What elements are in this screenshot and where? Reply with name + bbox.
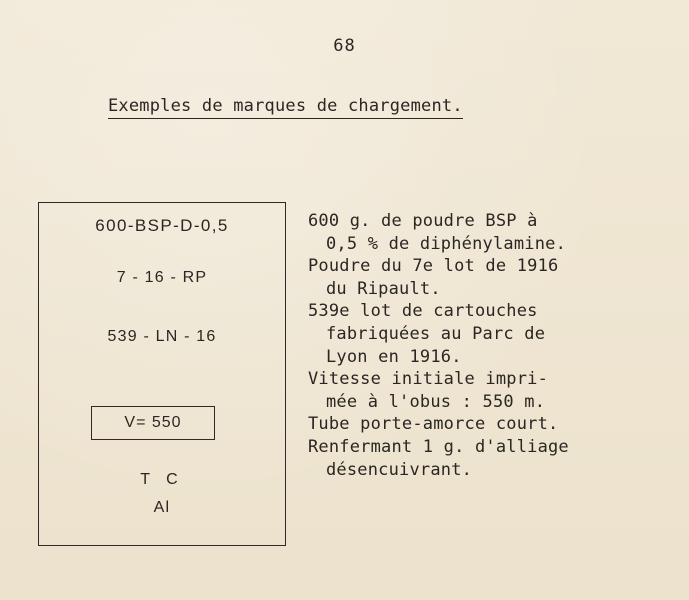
description-line: mée à l'obus : 550 m. bbox=[326, 391, 546, 412]
description-line: Vitesse initiale impri- bbox=[308, 369, 549, 390]
marking-tube: T C bbox=[140, 471, 184, 488]
description-line: 600 g. de poudre BSP à bbox=[308, 211, 538, 231]
marking-box bbox=[38, 202, 286, 546]
page-number: 68 bbox=[333, 36, 356, 56]
description-line: Tube porte-amorce court. bbox=[308, 414, 559, 435]
marking-velocity: V= 550 bbox=[91, 406, 215, 440]
description-line: désencuivrant. bbox=[326, 459, 473, 480]
marking-lot: 7 - 16 - RP bbox=[116, 269, 208, 286]
description-line: Poudre du 7e lot de 1916 bbox=[308, 256, 559, 277]
marking-powder: 600-BSP-D-0,5 bbox=[95, 216, 229, 235]
description-line: Lyon en 1916. bbox=[326, 346, 462, 367]
marking-cartridge-lot: 539 - LN - 16 bbox=[107, 328, 217, 345]
description-line: fabriquées au Parc de bbox=[326, 323, 546, 344]
marking-descriptions bbox=[308, 210, 684, 481]
description-line: Renfermant 1 g. d'alliage bbox=[308, 436, 569, 457]
description-line: 539e lot de cartouches bbox=[308, 301, 538, 322]
section-title: Exemples de marques de chargement. bbox=[108, 96, 463, 119]
description-line: du Ripault. bbox=[326, 278, 441, 299]
marking-alloy: Al bbox=[153, 499, 171, 516]
description-line: 0,5 % de diphénylamine. bbox=[326, 233, 567, 254]
